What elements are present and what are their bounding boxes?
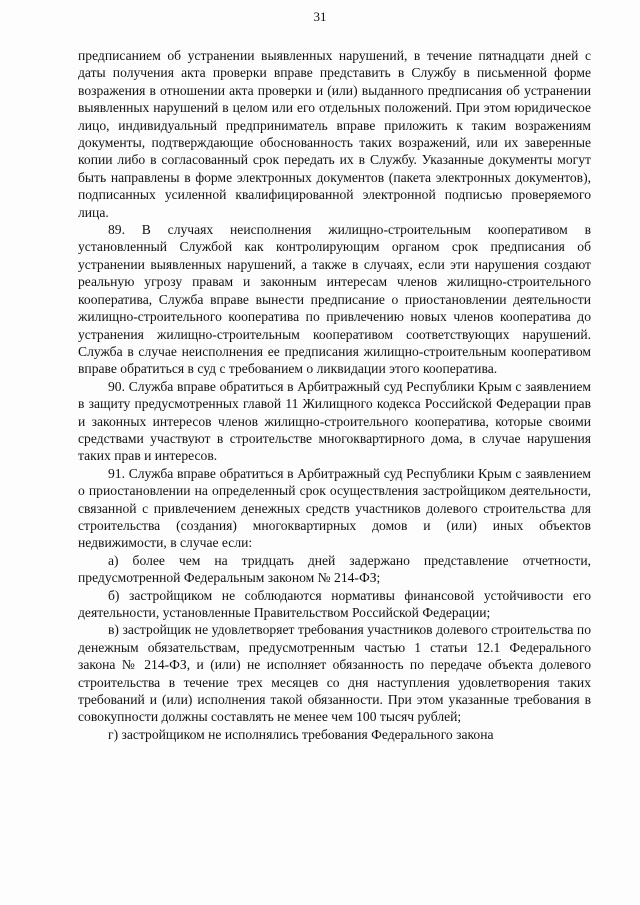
document-body: [78, 47, 591, 743]
paragraph: в) застройщик не удовлетворяет требования участников долевого строительства по денежным обязательствам, предусмотренным частью 1 статьи 12.1 Федерального закона № 214-ФЗ, и (или) не исполняет обязанность по передаче объекта долевого строительства в течение трех месяцев со дня наступления удовлетворения таких требований и (или) исполнения такой обязанности. При этом указанные требования в совокупности должны составлять не менее чем 100 тысяч рублей;: [78, 622, 591, 725]
paragraph: а) более чем на тридцать дней задержано представление отчетности, предусмотренной Федеральным законом № 214-ФЗ;: [78, 552, 591, 586]
paragraph: предписанием об устранении выявленных нарушений, в течение пятнадцати дней с даты получения акта проверки вправе представить в Службу в письменной форме возражения в отношении акта проверки и (или) выданного предписания об устранении выявленных нарушений в целом или его отдельных положений. При этом юридическое лицо, индивидуальный предприниматель вправе приложить к таким возражениям документы, подтверждающие обоснованность таких возражений, или их заверенные копии либо в согласованный срок передать их в Службу. Указанные документы могут быть направлены в форме электронных документов (пакета электронных документов), подписанных усиленной квалифицированной электронной подписью проверяемого лица.: [78, 48, 591, 220]
paragraph: г) застройщиком не исполнялись требования Федерального закона: [108, 726, 494, 742]
paragraph: б) застройщиком не соблюдаются нормативы финансовой устойчивости его деятельности, установленные Правительством Российской Федерации;: [78, 587, 591, 620]
paragraph: 91. Служба вправе обратиться в Арбитражный суд Республики Крым с заявлением о приостановлении на определенный срок осуществления застройщиком деятельности, связанной с привлечением денежных средств участников долевого строительства для строительства (создания) многоквартирных домов и (или) иных объектов недвижимости, в случае если:: [78, 465, 591, 551]
paragraph: 90. Служба вправе обратиться в Арбитражный суд Республики Крым с заявлением в защиту предусмотренных главой 11 Жилищного кодекса Российской Федерации прав и законных интересов членов жилищно-строительного кооператива, которые своими средствами участвуют в строительстве многоквартирного дома, в случае нарушения таких прав и интересов.: [78, 378, 591, 464]
page-number: 31: [313, 9, 327, 24]
paragraph: 89. В случаях неисполнения жилищно-строительным кооперативом в установленный Службой как контролирующим органом срок предписания об устранении выявленных нарушений, а также в случаях, если эти нарушения создают реальную угрозу правам и законным интересам членов жилищно-строительного кооператива, Служба вправе вынести предписание о приостановлении деятельности жилищно-строительного кооператива по привлечению новых членов кооператива до устранения жилищно-строительным кооперативом соответствующих нарушений. Служба в случае неисполнения ее предписания жилищно-строительным кооперативом вправе обратиться в суд с требованием о ликвидации этого кооператива.: [78, 222, 591, 377]
